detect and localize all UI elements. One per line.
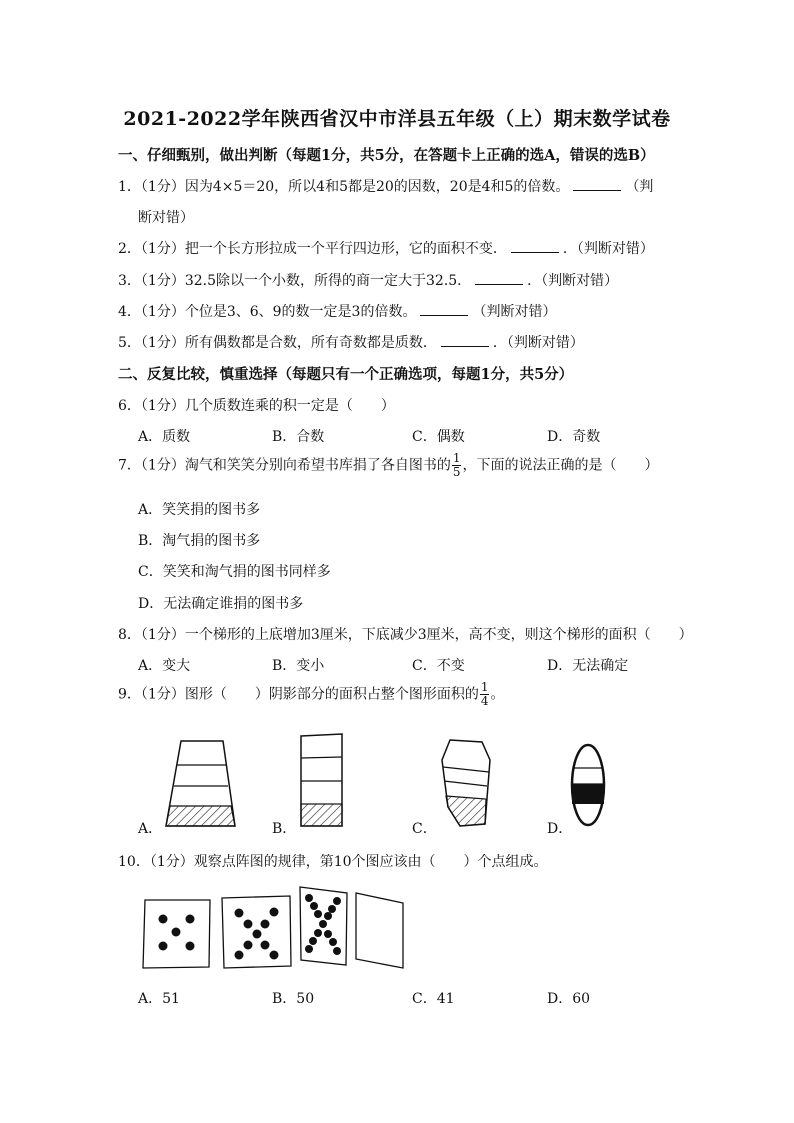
q9-option-c: C． — [412, 821, 437, 837]
question-8: 8．（1分）一个梯形的上底增加3厘米，下底减少3厘米，高不变，则这个梯形的面积（ ） — [118, 627, 693, 643]
dot-figure-4-empty — [356, 893, 403, 968]
q9-option-b: B． — [272, 821, 297, 837]
q2-text: 2．（1分）把一个长方形拉成一个平行四边形，它的面积不变． — [118, 241, 507, 257]
q3-tail: ．（判断对错） — [527, 273, 619, 289]
q10-option-b: B．50 — [272, 991, 315, 1007]
q1-tail: （判 — [625, 179, 654, 195]
question-6: 6．（1分）几个质数连乘的积一定是（ ） — [118, 398, 395, 414]
section2-heading: 二、反复比较，慎重选择（每题只有一个正确选项，每题1分，共5分） — [118, 366, 574, 383]
q7-option-b: B．淘气捐的图书多 — [138, 533, 261, 549]
q7-text: 7．（1分）淘气和笑笑分别向希望书库捐了各自图书的 — [118, 457, 451, 474]
q8-option-b: B．变小 — [272, 658, 325, 674]
section1-heading: 一、仔细甄别，做出判断（每题1分，共5分，在答题卡上正确的选A，错误的选B） — [118, 147, 655, 164]
q10-option-a: A．51 — [138, 991, 180, 1007]
dot-figure-3 — [300, 887, 347, 965]
q9-fraction: $\frac{1}{4}$ — [480, 680, 489, 708]
q7-option-a: A．笑笑捐的图书多 — [138, 502, 261, 518]
q1-text: 1．（1分）因为4×5＝20，所以4和5都是20的因数，20是4和5的倍数。 — [118, 179, 570, 195]
q8-option-a: A．变大 — [138, 658, 191, 674]
question-10: 10．（1分）观察点阵图的规律，第10个图应该由（ ）个点组成。 — [118, 854, 548, 870]
q7-option-d: D．无法确定谁捐的图书多 — [138, 596, 304, 612]
q4-text: 4．（1分）个位是3、6、9的数一定是3的倍数。 — [118, 304, 417, 320]
q9-option-a: A． — [138, 821, 163, 837]
q5-text: 5．（1分）所有偶数都是合数，所有奇数都是质数． — [118, 335, 437, 351]
q9-option-d: D． — [547, 821, 573, 837]
q9-text-after: 。 — [490, 686, 505, 703]
q8-option-d: D．无法确定 — [547, 658, 629, 674]
q6-option-d: D．奇数 — [547, 429, 601, 445]
q4-tail: （判断对错） — [472, 304, 557, 320]
q6-option-c: C．偶数 — [412, 429, 465, 445]
q1-line2: 断对错） — [138, 210, 194, 226]
q3-text: 3．（1分）32.5除以一个小数，所得的商一定大于32.5． — [118, 273, 472, 289]
q10-option-d: D．60 — [547, 991, 591, 1007]
q8-option-c: C．不变 — [412, 658, 465, 674]
q6-option-b: B．合数 — [272, 429, 325, 445]
q5-tail: ．（判断对错） — [492, 335, 584, 351]
q9-text: 9．（1分）图形（ ）阴影部分的面积占整个图形面积的 — [118, 686, 479, 703]
q6-option-a: A．质数 — [138, 429, 191, 445]
page-title: 2021-2022学年陕西省汉中市洋县五年级（上）期末数学试卷 — [123, 108, 671, 130]
q7-fraction: $\frac{1}{5}$ — [452, 451, 461, 479]
q7-option-c: C．笑笑和淘气捐的图书同样多 — [138, 564, 331, 580]
dot-figure-1 — [143, 900, 210, 968]
q2-tail: ．（判断对错） — [562, 241, 654, 257]
dot-figure-2 — [222, 896, 291, 968]
q7-text-after: ，下面的说法正确的是（ ） — [462, 457, 659, 474]
q10-option-c: C．41 — [412, 991, 455, 1007]
